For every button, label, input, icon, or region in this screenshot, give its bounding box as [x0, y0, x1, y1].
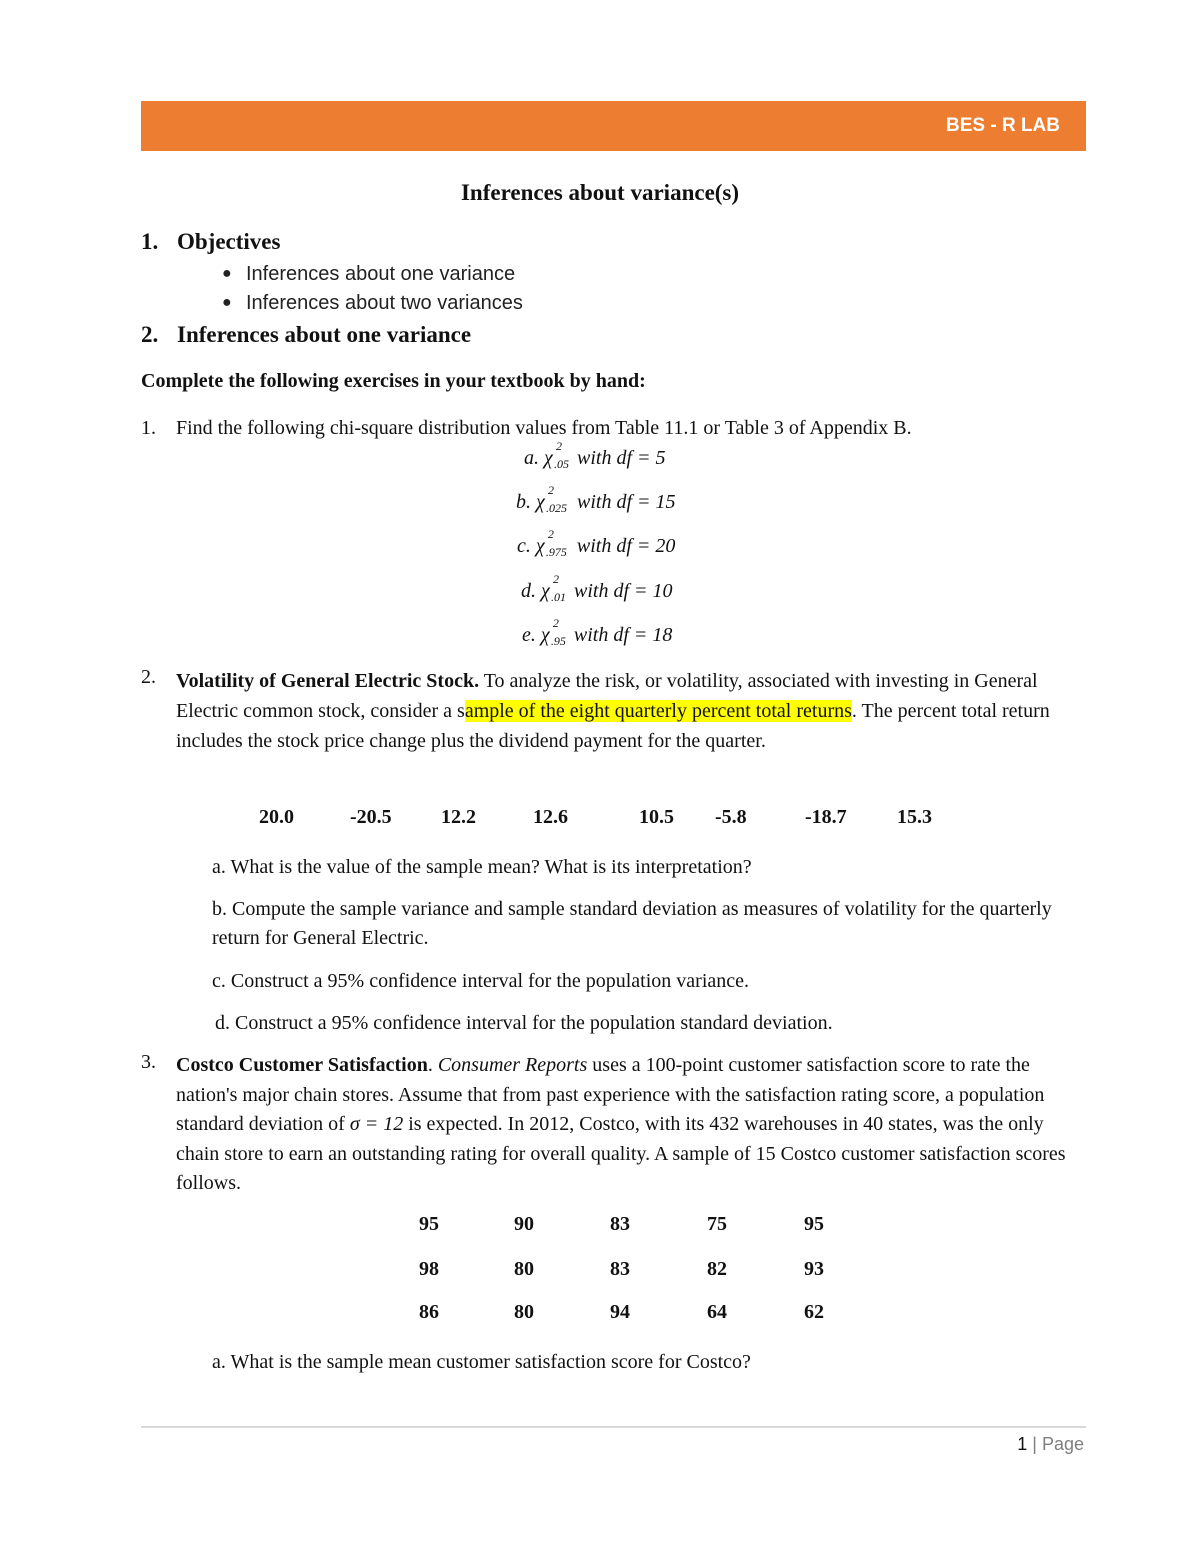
chi-item: a. χ 2 .05 with df = 5 [524, 439, 666, 471]
score-cell: 62 [804, 1301, 824, 1323]
section-number: 2. [141, 322, 159, 347]
page-label: Page [1041, 1434, 1084, 1454]
score-cell: 80 [514, 1301, 534, 1323]
return-value: -18.7 [805, 806, 847, 828]
question-d: d. Construct a 95% confidence interval for the population standard deviation. [215, 1012, 833, 1034]
header-label: BES - R LAB [946, 115, 1060, 136]
question-c: c. Construct a 95% confidence interval for the population variance. [212, 970, 750, 992]
score-cell: 94 [610, 1301, 630, 1323]
score-cell: 83 [610, 1258, 630, 1280]
exercise-1-text: Find the following chi-square distribution values from Table 11.1 or Table 3 of Appendix B. [176, 417, 912, 439]
bullet-icon: ● [222, 265, 232, 282]
return-value: -20.5 [350, 806, 392, 828]
list-item: ● Inferences about two variances [222, 292, 523, 314]
question-a: a. What is the value of the sample mean? What is its interpretation? [212, 856, 752, 878]
return-value: -5.8 [715, 806, 747, 828]
exercise-lead: Complete the following exercises in your textbook by hand: [141, 370, 646, 392]
chi-item: e. χ 2 .95 with df = 18 [522, 616, 673, 648]
section-title: Objectives [177, 229, 281, 254]
score-cell: 90 [514, 1213, 534, 1235]
section-one-variance [141, 322, 471, 348]
score-cell: 98 [419, 1258, 439, 1280]
page-footer: 1 | Page [1017, 1434, 1084, 1454]
highlight: ample of the eight quarterly percent total returns [464, 700, 852, 722]
question-b: b. Compute the sample variance and sample standard deviation as measures of volatility for the quarterly return for General Electric. [212, 898, 1052, 949]
return-value: 12.6 [533, 806, 568, 828]
page-title: Inferences about variance(s) [460, 180, 740, 205]
return-value: 20.0 [259, 806, 294, 828]
page-number: 1 [1017, 1434, 1028, 1454]
question-a: a. What is the sample mean customer satisfaction score for Costco? [212, 1351, 751, 1373]
header-bar [141, 101, 1086, 151]
section-title: Inferences about one variance [177, 322, 472, 347]
sigma-symbol: σ = 12 [349, 1113, 404, 1135]
chi-item: c. χ 2 .975 with df = 20 [517, 527, 676, 559]
score-cell: 93 [804, 1258, 824, 1280]
score-cell: 95 [804, 1213, 824, 1235]
exercise-3-number: 3. [141, 1051, 156, 1073]
return-value: 10.5 [639, 806, 674, 828]
score-cell: 95 [419, 1213, 439, 1235]
score-cell: 80 [514, 1258, 534, 1280]
exercise-3-text: Costco Customer Satisfaction. Consumer Reports uses a 100-point customer satisfaction score to rate the nation's major chain stores. Assume that from past experience with the satisfaction rating score, a population standard deviation of σ = 12 is expected. In 2012, Costco, with its 432 warehouses in 40 states, was the only chain store to earn an outstanding rating for overall quality. A sample of 15 Costco customer satisfaction scores follows. [176, 1054, 1066, 1194]
score-cell: 75 [707, 1213, 727, 1235]
exercise-2-text: Volatility of General Electric Stock. To analyze the risk, or volatility, associated with investing in General Electric common stock, consider a sample of the eight quarterly percent total returns. The percent total return includes the stock price change plus the dividend payment for the quarter. [176, 670, 1050, 752]
bullet-icon: ● [222, 294, 232, 311]
exercise-1: 1. Find the following chi-square distribution values from Table 11.1 or Table 3 of Appendix B. [141, 417, 912, 439]
exercise-2-number: 2. [141, 666, 156, 688]
return-value: 15.3 [897, 806, 932, 828]
section-objectives [141, 229, 280, 255]
return-value: 12.2 [441, 806, 476, 828]
section-number: 1. [141, 229, 159, 254]
chi-item: d. χ 2 .01 with df = 10 [521, 572, 673, 604]
score-cell: 64 [707, 1301, 727, 1323]
score-cell: 82 [707, 1258, 727, 1280]
footer-divider [141, 1426, 1086, 1428]
score-cell: 86 [419, 1301, 439, 1323]
score-cell: 83 [610, 1213, 630, 1235]
list-item: ● Inferences about one variance [222, 263, 516, 285]
chi-item: b. χ 2 .025 with df = 15 [516, 483, 676, 515]
